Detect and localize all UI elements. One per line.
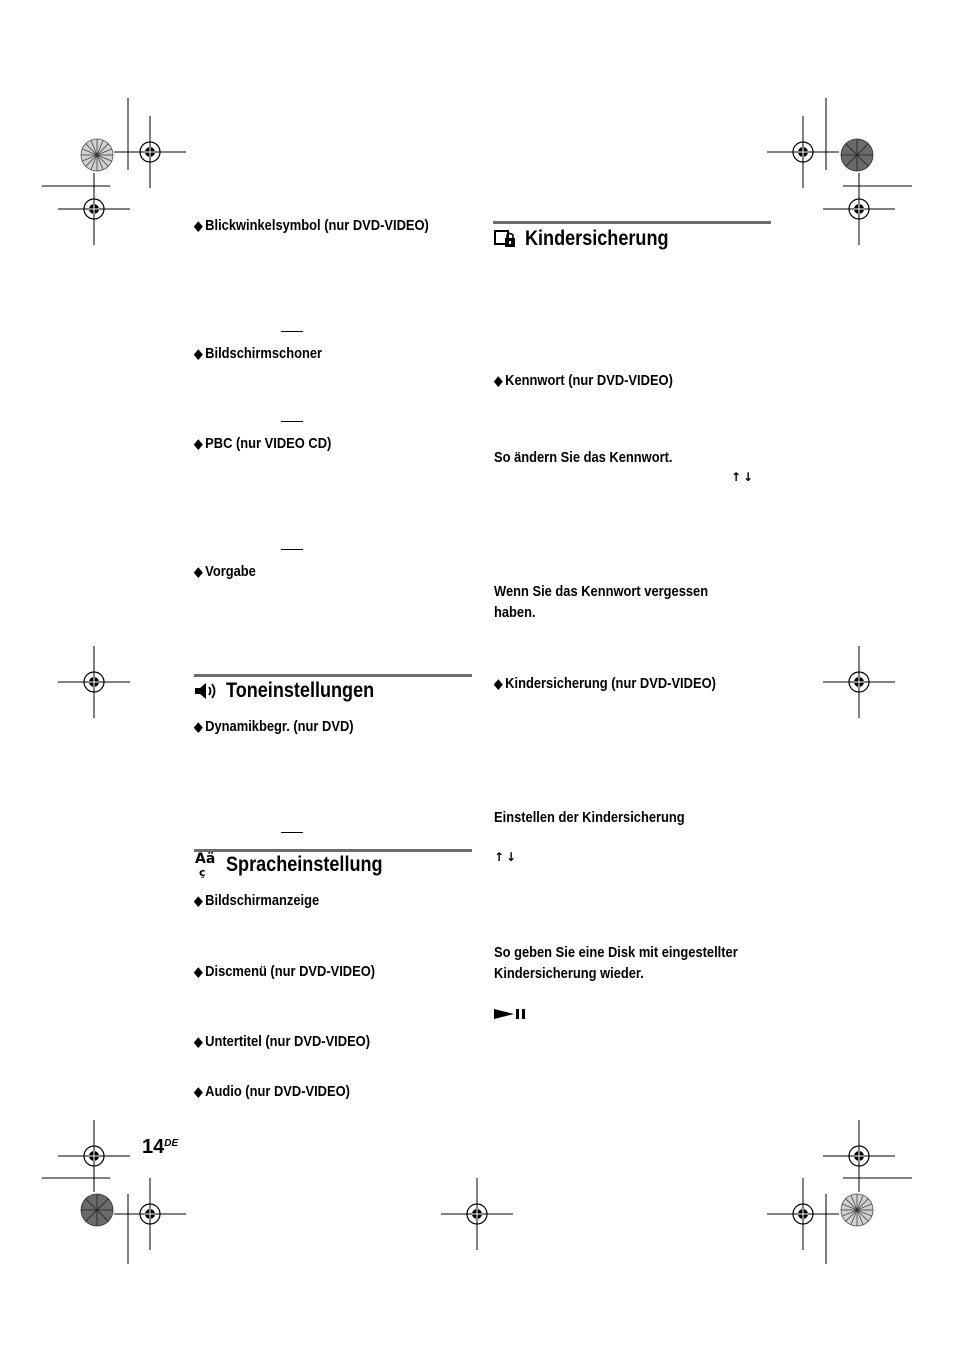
page-number-suffix: DE: [164, 1138, 179, 1149]
item-discmenu-label: Discmenü (nur DVD-VIDEO): [205, 963, 376, 980]
subhead-forgot-password-line1: Wenn Sie das Kennwort vergessen: [494, 583, 709, 600]
up-down-arrows-icon: ↑↓: [494, 850, 519, 864]
section-title-language: Spracheinstellung: [226, 853, 383, 876]
language-icon-text: Aä: [195, 851, 216, 867]
item-angle-symbol: [194, 217, 429, 234]
section-title-parental: Kindersicherung: [525, 227, 669, 250]
item-subtitle-label: Untertitel (nur DVD-VIDEO): [205, 1033, 371, 1050]
subhead-play-locked-line1: So geben Sie eine Disk mit eingestellter: [494, 944, 738, 961]
item-screensaver: [194, 345, 322, 362]
parental-lock-icon: [494, 229, 520, 249]
subhead-forgot-password-line2: haben.: [494, 604, 536, 621]
section-rule-audio: [194, 674, 472, 677]
item-audio-language: [194, 1083, 350, 1100]
item-default: [194, 563, 256, 580]
item-parental-control: [494, 675, 716, 692]
language-icon-cedilla: ç: [199, 866, 206, 879]
speaker-icon: [194, 681, 220, 701]
item-angle-label: Blickwinkelsymbol (nur DVD-VIDEO): [205, 217, 429, 234]
diamond-bullet-icon: ◆: [194, 346, 203, 361]
diamond-bullet-icon: ◆: [494, 373, 503, 388]
divider-dash: [281, 421, 303, 422]
diamond-bullet-icon: ◆: [194, 218, 203, 233]
diamond-bullet-icon: ◆: [194, 1034, 203, 1049]
item-password-label: Kennwort (nur DVD-VIDEO): [505, 372, 673, 389]
diamond-bullet-icon: ◆: [194, 964, 203, 979]
item-pbc-label: PBC (nur VIDEO CD): [205, 435, 332, 452]
divider-dash: [281, 331, 303, 332]
diamond-bullet-icon: ◆: [194, 564, 203, 579]
item-parental-label: Kindersicherung (nur DVD-VIDEO): [505, 675, 716, 692]
diamond-bullet-icon: ◆: [194, 893, 203, 908]
item-screensaver-label: Bildschirmschoner: [205, 345, 323, 362]
section-rule-language: [194, 849, 472, 852]
item-password: [494, 372, 673, 389]
item-subtitle: [194, 1033, 370, 1050]
page-number: [142, 1136, 178, 1159]
subhead-set-parental: Einstellen der Kindersicherung: [494, 809, 685, 826]
language-icon: [195, 853, 215, 866]
diamond-bullet-icon: ◆: [194, 436, 203, 451]
item-osd: [194, 892, 319, 909]
item-discmenu: [194, 963, 375, 980]
diamond-bullet-icon: ◆: [194, 1084, 203, 1099]
up-down-arrows-icon: ↑↓: [731, 470, 756, 484]
subhead-change-password: So ändern Sie das Kennwort.: [494, 449, 673, 466]
item-dynamic-label: Dynamikbegr. (nur DVD): [205, 718, 354, 735]
item-dynamic-range: [194, 718, 354, 735]
item-audio-label: Audio (nur DVD-VIDEO): [205, 1083, 350, 1100]
item-default-label: Vorgabe: [205, 563, 256, 580]
item-osd-label: Bildschirmanzeige: [205, 892, 320, 909]
item-pbc: [194, 435, 331, 452]
diamond-bullet-icon: ◆: [494, 676, 503, 691]
section-title-audio: Toneinstellungen: [226, 679, 375, 702]
divider-dash: [281, 832, 303, 833]
section-rule-parental: [493, 221, 771, 224]
divider-dash: [281, 549, 303, 550]
subhead-play-locked-line2: Kindersicherung wieder.: [494, 965, 644, 982]
play-pause-icon: [494, 1008, 530, 1020]
diamond-bullet-icon: ◆: [194, 719, 203, 734]
page-number-value: 14: [142, 1136, 165, 1158]
